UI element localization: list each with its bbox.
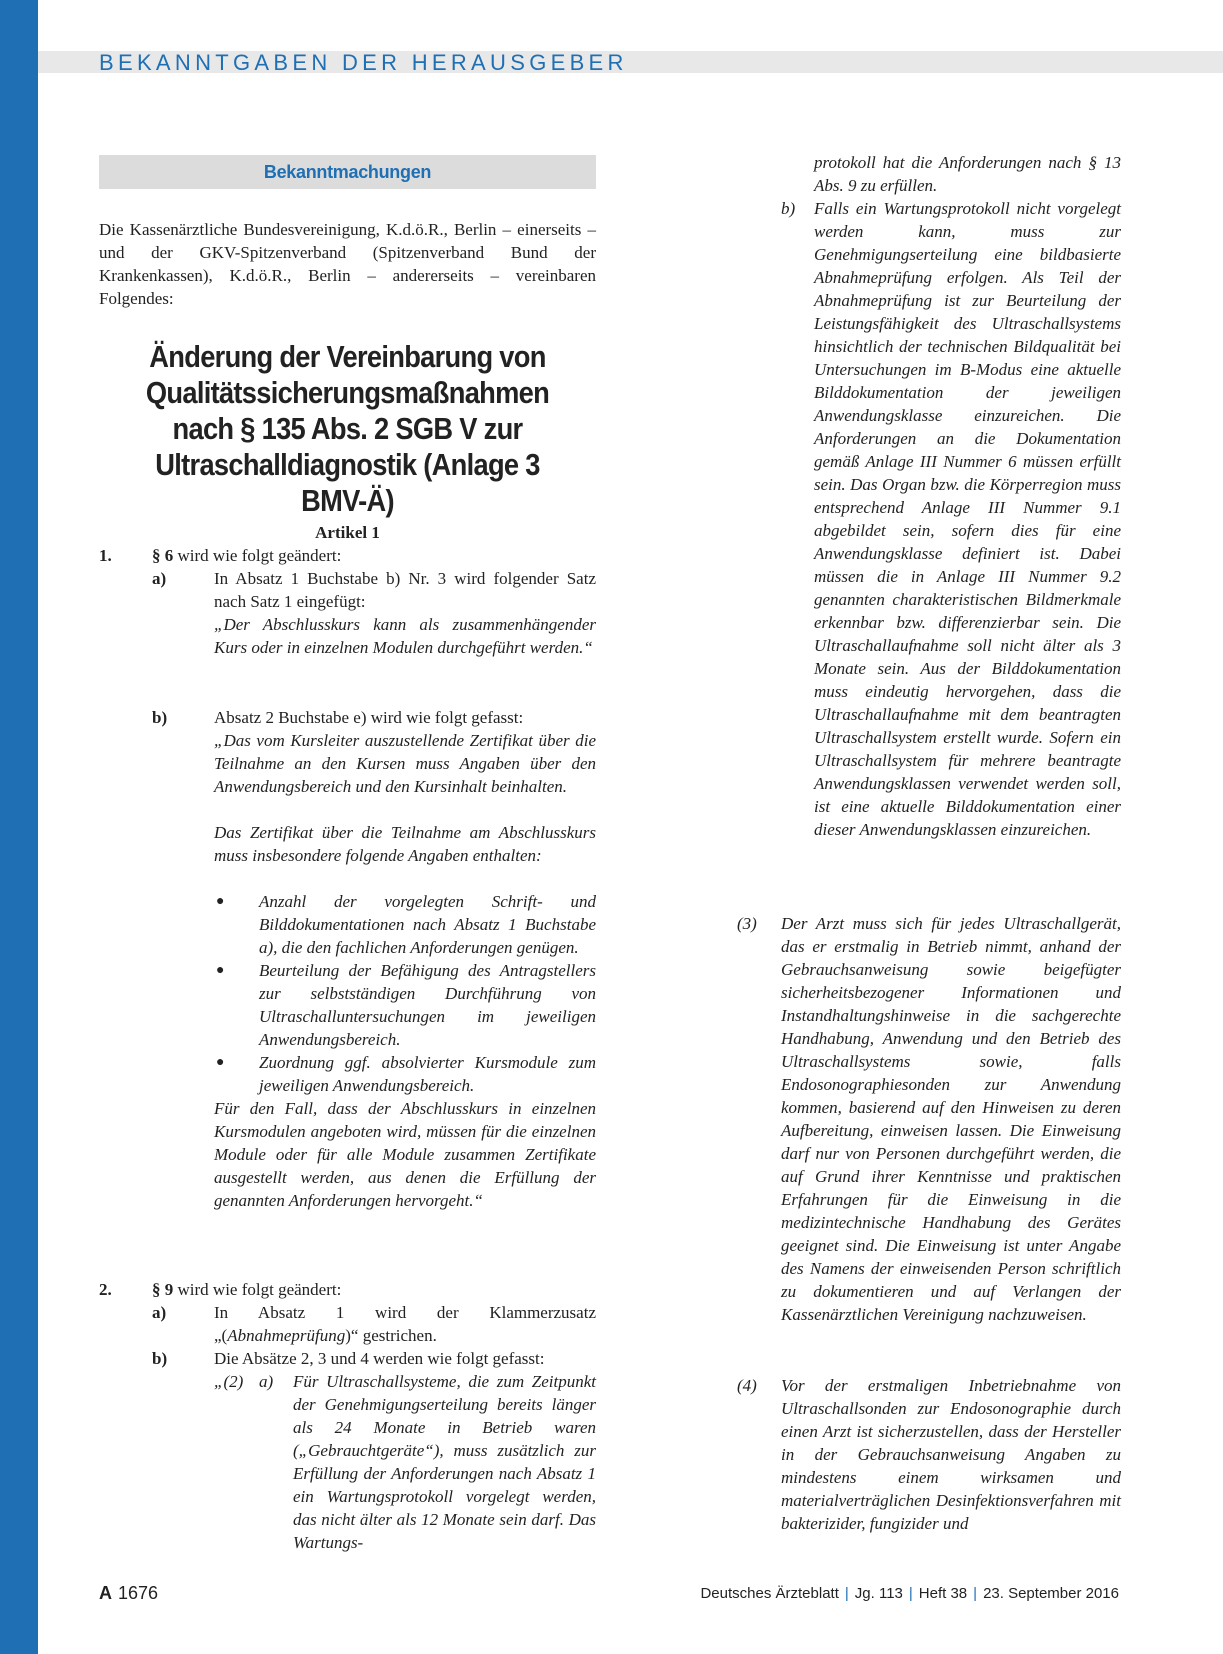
item-2a-text (214, 1301, 596, 1347)
paragraph-2a-label: a) (259, 1372, 274, 1391)
right-continuation: protokoll hat die Anforderungen nach § 13 Abs. 9 zu erfüllen. (814, 153, 1121, 195)
section-heading-box (99, 155, 596, 189)
bullet-2-marker: ● (216, 963, 225, 978)
footer-separator: | (908, 1585, 913, 1602)
item-1a-quote: „Der Abschlusskurs kann als zusammenhängender Kurs oder in einzelnen Modulen durchgeführt werden.“ (214, 615, 596, 657)
paragraph-4-text: Vor der erstmaligen Inbetriebnahme von Ultraschallsonden zur Endosonographie durch einen Arzt ist sicherzustellen, dass der Hersteller in der Gebrauchsanweisung Angaben zu mindestens einem wirksamen und materialverträglichen Desinfektionsverfahren mit bakterizider, fungizider und (781, 1376, 1121, 1533)
item-1a-label: a) (152, 569, 167, 588)
item-2b-label: b) (152, 1349, 168, 1368)
page-header-title: BEKANNTGABEN DER HERAUSGEBER (99, 50, 628, 75)
item-2-paragraph: § 9 (152, 1280, 174, 1299)
item-number-1: 1. (99, 546, 112, 565)
item-1b-text: Absatz 2 Buchstabe e) wird wie folgt gefasst: (214, 708, 524, 727)
item-2b-text: Die Absätze 2, 3 und 4 werden wie folgt gefasst: (214, 1349, 545, 1368)
item-1b-quote-1: „Das vom Kursleiter auszustellende Zertifikat über die Teilnahme an den Kursen muss Angaben über den Anwendungsbereich und den Kursinhalt beinhalten. (214, 731, 596, 796)
item-1b-quote-3: Für den Fall, dass der Abschlusskurs in einzelnen Kursmodulen angeboten wird, müssen für die einzelnen Module oder für alle Module zusammen Zertifikate ausgestellt werden, aus denen die Erfüllung der genannten Anforderungen hervorgeht.“ (214, 1099, 596, 1210)
paragraph-2b-text: Falls ein Wartungsprotokoll nicht vorgelegt werden kann, muss zur Genehmigungserteilung eine bildbasierte Abnahmeprüfung erfolgen. Als Teil der Abnahmeprüfung ist zur Beurteilung der Leistungsfähigkeit des Ultraschallsystems hinsichtlich der technischen Bildqualität bei Untersuchungen im B-Modus eine aktuelle Bilddokumentation der jeweiligen Anwendungsklasse einzureichen. Die Anforderungen an die Dokumentation gemäß Anlage III Nummer 6 müssen erfüllt sein. Das Organ bzw. die Körperregion muss entsprechend Anlage III Nummer 9.1 abgebildet sein, sofern dies für eine Anwendungsklasse definiert ist. Dabei müssen die in Anlage III Nummer 9.2 genannten charakteristischen Bildmerkmale erkennbar bzw. differenzierbar sein. Die Ultraschallaufnahme soll nicht älter als 3 Monate sein. Aus der Bilddokumentation muss eindeutig hervorgehen, dass die Ultraschallaufnahme mit dem beantragten Ultraschallsystem erstellt wurde. Sofern ein Ultraschallsystem für mehrere beantragte Anwendungsklassen verwendet werden soll, ist eine aktuelle Bilddokumentation einer dieser Anwendungsklassen einzureichen. (814, 199, 1121, 839)
footer-separator: | (844, 1585, 849, 1602)
paragraph-3-text: Der Arzt muss sich für jedes Ultraschallgerät, das er erstmalig in Betrieb nimmt, anhand der Gebrauchsanweisung sowie beigefügter sicherheitsbezogener Informationen und Instandhaltungshinweise in die sachgerechte Handhabung, Anwendung und den Betrieb des Ultraschallsystems sowie, falls Endosonographiesonden zur Anwendung kommen, basierend auf den Hinweisen zu deren Aufbereitung, einweisen lassen. Die Einweisung darf nur von Personen durchgeführt werden, die auf Grund ihrer Kenntnisse und praktischen Erfahrungen für die Einweisung in die medizintechnische Handhabung des Gerätes geeignet sind. Die Einweisung ist unter Angabe des Namens der einweisenden Person schriftlich zu dokumentieren und auf Verlangen der Kassenärztlichen Vereinigung nachzuweisen. (781, 914, 1121, 1324)
journal-name: Deutsches Ärzteblatt (700, 1585, 839, 1602)
item-1-intro: wird wie folgt geändert: (177, 546, 342, 565)
journal-issue: Heft 38 (918, 1585, 968, 1602)
item-number-2: 2. (99, 1280, 112, 1299)
item-2a-label: a) (152, 1303, 167, 1322)
item-1b-quote-2: Das Zertifikat über die Teilnahme am Abschlusskurs muss insbesondere folgende Angaben enthalten: (214, 823, 596, 865)
paragraph-2b-label: b) (781, 199, 796, 218)
section-title: Bekanntmachungen (263, 162, 432, 182)
item-1a-text: In Absatz 1 Buchstabe b) Nr. 3 wird folgender Satz nach Satz 1 eingefügt: (214, 569, 596, 611)
paragraph-2a-text: Für Ultraschallsysteme, die zum Zeitpunkt der Genehmigungserteilung bereits länger als 24 Monate in Betrieb waren („Gebrauchtgeräte“), muss zusätzlich zur Erfüllung der Anforderungen nach Absatz 1 ein Wartungsprotokoll vorgelegt werden, das nicht älter als 12 Monate sein darf. Das Wartungs- (293, 1372, 596, 1552)
item-2a-text-italic: Abnahmeprüfung (227, 1326, 346, 1345)
paragraph-3-label: (3) (737, 914, 757, 933)
item-2a-text-pre: In Absatz 1 wird der Klammerzusatz „( (214, 1303, 596, 1345)
bullet-1-marker: ● (216, 894, 225, 909)
sidebar-accent (0, 0, 38, 1654)
item-2-intro: wird wie folgt geändert: (177, 1280, 342, 1299)
paragraph-4-label: (4) (737, 1376, 757, 1395)
paragraph-2-label: „(2) (214, 1372, 244, 1391)
bullet-3-text: Zuordnung ggf. absolvierter Kursmodule zum jeweiligen Anwendungsbereich. (259, 1053, 596, 1095)
page-number (99, 1583, 158, 1604)
journal-citation (700, 1585, 1119, 1602)
journal-date: 23. September 2016 (983, 1585, 1119, 1602)
journal-volume: Jg. 113 (854, 1585, 903, 1602)
article-heading: Artikel 1 (315, 523, 380, 542)
intro-paragraph: Die Kassenärztliche Bundesvereinigung, K.d.ö.R., Berlin – einerseits – und der GKV-Spitzenverband (Spitzenverband Bund der Krankenkassen), K.d.ö.R., Berlin – andererseits – vereinbaren Folgendes: (99, 220, 596, 308)
item-1-paragraph: § 6 (152, 546, 174, 565)
bullet-2-text: Beurteilung der Befähigung des Antragstellers zur selbstständigen Durchführung von Ultraschalluntersuchungen im jeweiligen Anwendungsbereich. (259, 961, 596, 1049)
page-number-value: 1676 (118, 1583, 159, 1603)
footer-separator: | (973, 1585, 978, 1602)
page-number-prefix: A (99, 1583, 112, 1603)
item-2a-text-post: )“ gestrichen. (345, 1326, 437, 1345)
bullet-1-text: Anzahl der vorgelegten Schrift- und Bilddokumentationen nach Absatz 1 Buchstabe a), die den fachlichen Anforderungen genügen. (259, 892, 596, 957)
bullet-3-marker: ● (216, 1055, 225, 1070)
item-1-heading (152, 544, 341, 567)
document-title: Änderung der Vereinbarung von Qualitätssicherungsmaßnahmen nach § 135 Abs. 2 SGB V zur Ultraschalldiagnostik (Anlage 3 BMV-Ä) (145, 339, 550, 518)
item-1b-label: b) (152, 708, 168, 727)
item-2-heading (152, 1278, 341, 1301)
